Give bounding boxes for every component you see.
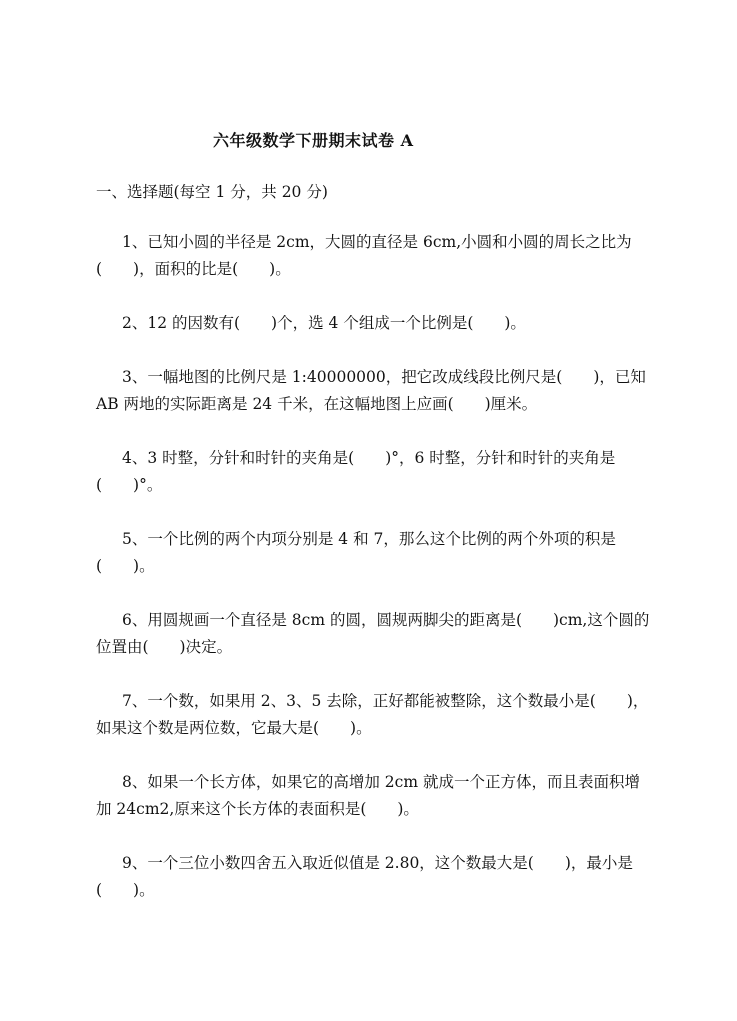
section-heading: 一、选择题(每空 1 分，共 20 分) — [96, 183, 328, 201]
question-7-line-2: 如果这个数是两位数，它最大是( )。 — [96, 719, 372, 737]
question-2 — [96, 310, 656, 337]
question-4-line-2: ( )°。 — [96, 476, 163, 494]
question-7 — [96, 688, 656, 742]
question-1 — [96, 229, 656, 283]
question-5-line-1: 5、一个比例的两个内项分别是 4 和 7，那么这个比例的两个外项的积是 — [122, 530, 616, 548]
question-2-line-1: 2、12 的因数有( )个，选 4 个组成一个比例是( )。 — [122, 314, 526, 332]
question-4 — [96, 445, 656, 499]
question-8 — [96, 769, 656, 823]
question-9-line-2: ( )。 — [96, 881, 155, 899]
page-title: 六年级数学下册期末试卷 A — [213, 131, 414, 150]
question-8-line-1: 8、如果一个长方体，如果它的高增加 2cm 就成一个正方体，而且表面积增 — [122, 773, 640, 791]
question-1-line-2: ( )，面积的比是( )。 — [96, 260, 291, 278]
question-1-line-1: 1、已知小圆的半径是 2cm，大圆的直径是 6cm,小圆和小圆的周长之比为 — [122, 233, 632, 251]
question-7-line-1: 7、一个数，如果用 2、3、5 去除，正好都能被整除，这个数最小是( )， — [122, 692, 649, 710]
question-4-line-1: 4、3 时整，分针和时针的夹角是( )°，6 时整，分针和时针的夹角是 — [122, 449, 616, 467]
question-6-line-2: 位置由( )决定。 — [96, 638, 233, 656]
question-9 — [96, 850, 656, 904]
question-5 — [96, 526, 656, 580]
question-5-line-2: ( )。 — [96, 557, 155, 575]
question-6-line-1: 6、用圆规画一个直径是 8cm 的圆，圆规两脚尖的距离是( )cm,这个圆的 — [122, 611, 650, 629]
question-6 — [96, 607, 656, 661]
question-3 — [96, 364, 656, 418]
question-9-line-1: 9、一个三位小数四舍五入取近似值是 2.80，这个数最大是( )，最小是 — [122, 854, 633, 872]
question-8-line-2: 加 24cm2,原来这个长方体的表面积是( )。 — [96, 800, 419, 818]
question-3-line-2: AB 两地的实际距离是 24 千米，在这幅地图上应画( )厘米。 — [96, 395, 538, 413]
question-3-line-1: 3、一幅地图的比例尺是 1:40000000，把它改成线段比例尺是( )，已知 — [122, 368, 646, 386]
